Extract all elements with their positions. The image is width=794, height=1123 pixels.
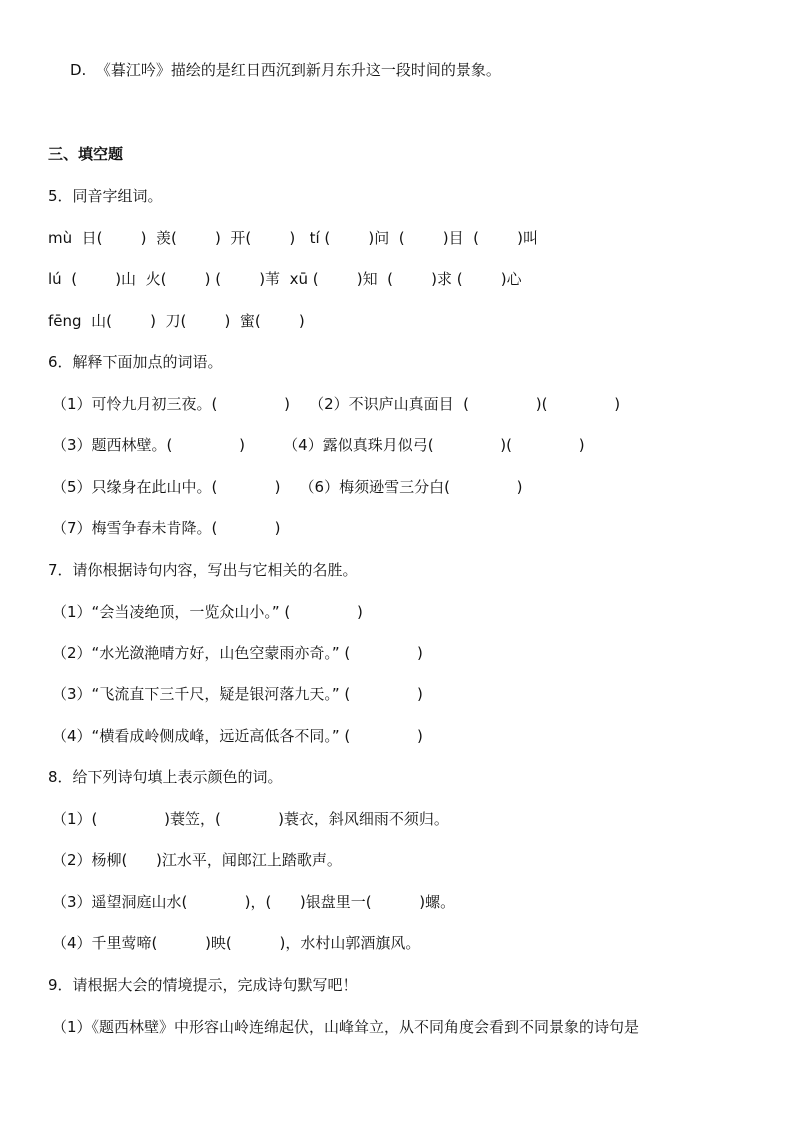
section-heading-fill-blank: 三、填空题 xyxy=(48,145,124,163)
question-7-title: 7．请你根据诗句内容，写出与它相关的名胜。 xyxy=(48,561,358,579)
question-6-item-1-2: （1）可怜九月初三夜。( ) （2）不识庐山真面目 ( )( ) xyxy=(52,395,621,413)
question-8-item-1: （1）( )蓑笠，( )蓑衣，斜风细雨不须归。 xyxy=(52,810,449,828)
question-5-row-lu-xu: lú ( )山 火( ) ( )苇 xū ( )知 ( )求 ( )心 xyxy=(48,270,522,288)
question-8-item-4: （4）千里莺啼( )映( )，水村山郭酒旗风。 xyxy=(52,934,421,952)
question-5-title: 5．同音字组词。 xyxy=(48,187,163,205)
question-7-item-3: （3）“飞流直下三千尺，疑是银河落九天。” ( ) xyxy=(52,685,423,703)
question-7-item-4: （4）“横看成岭侧成峰，远近高低各不同。” ( ) xyxy=(52,727,423,745)
question-5-row-mu-ti: mù 日( ) 羡( ) 开( ) tí ( )问 ( )目 ( )叫 xyxy=(48,229,539,247)
question-9-title: 9．请根据大会的情境提示，完成诗句默写吧！ xyxy=(48,976,358,994)
question-6-title: 6．解释下面加点的词语。 xyxy=(48,353,223,371)
question-6-item-7: （7）梅雪争春未肯降。( ) xyxy=(52,519,281,537)
question-6-item-5-6: （5）只缘身在此山中。( ) （6）梅须逊雪三分白( ) xyxy=(52,478,523,496)
option-d: D. 《暮江吟》描绘的是红日西沉到新月东升这一段时间的景象。 xyxy=(70,61,501,79)
question-5-row-feng: fēng 山( ) 刀( ) 蜜( ) xyxy=(48,312,305,330)
question-9-item-1: （1）《题西林壁》中形容山岭连绵起伏，山峰耸立，从不同角度会看到不同景象的诗句是 xyxy=(52,1018,640,1036)
question-6-item-3-4: （3）题西林壁。( ) （4）露似真珠月似弓( )( ) xyxy=(52,436,585,454)
question-7-item-2: （2）“水光潋滟晴方好，山色空蒙雨亦奇。” ( ) xyxy=(52,644,423,662)
question-8-item-2: （2）杨柳( )江水平，闻郎江上踏歌声。 xyxy=(52,851,342,869)
question-7-item-1: （1）“会当凌绝顶，一览众山小。” ( ) xyxy=(52,603,363,621)
question-8-item-3: （3）遥望洞庭山水( )，( )银盘里一( )螺。 xyxy=(52,893,456,911)
question-8-title: 8．给下列诗句填上表示颜色的词。 xyxy=(48,768,283,786)
